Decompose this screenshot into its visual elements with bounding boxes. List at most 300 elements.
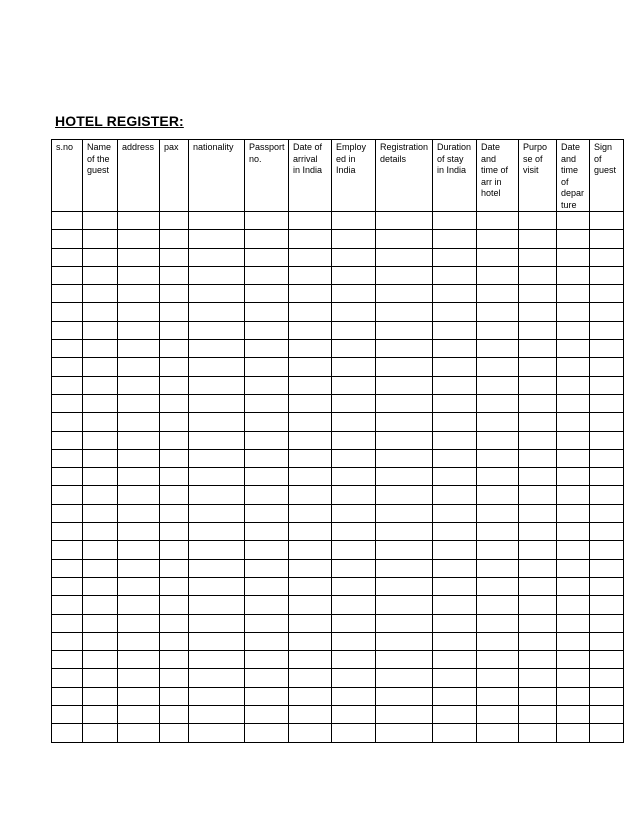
table-cell[interactable] bbox=[433, 358, 477, 376]
table-cell[interactable] bbox=[83, 248, 118, 266]
table-cell[interactable] bbox=[332, 230, 376, 248]
table-cell[interactable] bbox=[376, 614, 433, 632]
table-cell[interactable] bbox=[590, 669, 624, 687]
table-cell[interactable] bbox=[245, 651, 289, 669]
table-cell[interactable] bbox=[83, 724, 118, 742]
table-cell[interactable] bbox=[519, 468, 557, 486]
table-cell[interactable] bbox=[83, 669, 118, 687]
table-cell[interactable] bbox=[433, 687, 477, 705]
table-cell[interactable] bbox=[477, 394, 519, 412]
table-cell[interactable] bbox=[118, 486, 160, 504]
table-cell[interactable] bbox=[52, 431, 83, 449]
table-cell[interactable] bbox=[83, 212, 118, 230]
table-cell[interactable] bbox=[519, 394, 557, 412]
table-cell[interactable] bbox=[477, 596, 519, 614]
table-cell[interactable] bbox=[118, 376, 160, 394]
table-cell[interactable] bbox=[376, 413, 433, 431]
table-cell[interactable] bbox=[245, 724, 289, 742]
table-cell[interactable] bbox=[289, 559, 332, 577]
table-cell[interactable] bbox=[477, 541, 519, 559]
table-cell[interactable] bbox=[83, 376, 118, 394]
table-cell[interactable] bbox=[590, 394, 624, 412]
table-cell[interactable] bbox=[433, 541, 477, 559]
table-cell[interactable] bbox=[83, 614, 118, 632]
table-cell[interactable] bbox=[376, 468, 433, 486]
table-cell[interactable] bbox=[332, 394, 376, 412]
table-cell[interactable] bbox=[590, 504, 624, 522]
table-cell[interactable] bbox=[118, 632, 160, 650]
table-cell[interactable] bbox=[160, 577, 189, 595]
table-cell[interactable] bbox=[477, 376, 519, 394]
table-cell[interactable] bbox=[118, 523, 160, 541]
table-cell[interactable] bbox=[160, 523, 189, 541]
table-cell[interactable] bbox=[189, 486, 245, 504]
table-cell[interactable] bbox=[519, 230, 557, 248]
table-cell[interactable] bbox=[160, 706, 189, 724]
table-cell[interactable] bbox=[189, 523, 245, 541]
table-cell[interactable] bbox=[376, 266, 433, 284]
table-cell[interactable] bbox=[160, 559, 189, 577]
table-cell[interactable] bbox=[245, 687, 289, 705]
table-cell[interactable] bbox=[118, 596, 160, 614]
table-cell[interactable] bbox=[245, 285, 289, 303]
table-cell[interactable] bbox=[433, 413, 477, 431]
table-cell[interactable] bbox=[590, 577, 624, 595]
table-cell[interactable] bbox=[245, 504, 289, 522]
table-cell[interactable] bbox=[52, 486, 83, 504]
table-cell[interactable] bbox=[433, 230, 477, 248]
table-cell[interactable] bbox=[433, 266, 477, 284]
table-cell[interactable] bbox=[590, 651, 624, 669]
table-cell[interactable] bbox=[189, 285, 245, 303]
table-cell[interactable] bbox=[477, 504, 519, 522]
table-cell[interactable] bbox=[160, 504, 189, 522]
table-cell[interactable] bbox=[433, 504, 477, 522]
table-cell[interactable] bbox=[477, 706, 519, 724]
table-cell[interactable] bbox=[519, 358, 557, 376]
table-cell[interactable] bbox=[477, 266, 519, 284]
table-cell[interactable] bbox=[332, 376, 376, 394]
table-cell[interactable] bbox=[118, 358, 160, 376]
table-cell[interactable] bbox=[189, 687, 245, 705]
table-cell[interactable] bbox=[332, 724, 376, 742]
table-cell[interactable] bbox=[557, 706, 590, 724]
table-cell[interactable] bbox=[332, 449, 376, 467]
table-cell[interactable] bbox=[433, 376, 477, 394]
table-cell[interactable] bbox=[289, 449, 332, 467]
table-cell[interactable] bbox=[557, 413, 590, 431]
table-cell[interactable] bbox=[557, 687, 590, 705]
table-cell[interactable] bbox=[332, 413, 376, 431]
table-cell[interactable] bbox=[289, 340, 332, 358]
table-cell[interactable] bbox=[557, 358, 590, 376]
table-cell[interactable] bbox=[519, 376, 557, 394]
table-cell[interactable] bbox=[118, 724, 160, 742]
table-cell[interactable] bbox=[118, 285, 160, 303]
table-cell[interactable] bbox=[376, 230, 433, 248]
table-cell[interactable] bbox=[519, 321, 557, 339]
table-cell[interactable] bbox=[376, 523, 433, 541]
table-cell[interactable] bbox=[83, 706, 118, 724]
table-cell[interactable] bbox=[245, 413, 289, 431]
table-cell[interactable] bbox=[519, 632, 557, 650]
table-cell[interactable] bbox=[376, 706, 433, 724]
table-cell[interactable] bbox=[376, 541, 433, 559]
table-cell[interactable] bbox=[160, 724, 189, 742]
table-cell[interactable] bbox=[118, 651, 160, 669]
table-cell[interactable] bbox=[477, 559, 519, 577]
table-cell[interactable] bbox=[52, 706, 83, 724]
table-cell[interactable] bbox=[433, 449, 477, 467]
table-cell[interactable] bbox=[376, 431, 433, 449]
table-cell[interactable] bbox=[376, 449, 433, 467]
table-cell[interactable] bbox=[160, 212, 189, 230]
table-cell[interactable] bbox=[118, 577, 160, 595]
table-cell[interactable] bbox=[83, 468, 118, 486]
table-cell[interactable] bbox=[433, 706, 477, 724]
table-cell[interactable] bbox=[519, 669, 557, 687]
table-cell[interactable] bbox=[52, 596, 83, 614]
table-cell[interactable] bbox=[118, 504, 160, 522]
table-cell[interactable] bbox=[118, 541, 160, 559]
table-cell[interactable] bbox=[118, 266, 160, 284]
table-cell[interactable] bbox=[83, 523, 118, 541]
table-cell[interactable] bbox=[433, 559, 477, 577]
table-cell[interactable] bbox=[332, 212, 376, 230]
table-cell[interactable] bbox=[289, 596, 332, 614]
table-cell[interactable] bbox=[160, 468, 189, 486]
table-cell[interactable] bbox=[160, 687, 189, 705]
table-cell[interactable] bbox=[83, 431, 118, 449]
table-cell[interactable] bbox=[433, 431, 477, 449]
table-cell[interactable] bbox=[519, 523, 557, 541]
table-cell[interactable] bbox=[160, 376, 189, 394]
table-cell[interactable] bbox=[590, 541, 624, 559]
table-cell[interactable] bbox=[189, 376, 245, 394]
table-cell[interactable] bbox=[376, 340, 433, 358]
table-cell[interactable] bbox=[557, 394, 590, 412]
table-cell[interactable] bbox=[433, 614, 477, 632]
table-cell[interactable] bbox=[160, 248, 189, 266]
table-cell[interactable] bbox=[433, 486, 477, 504]
table-cell[interactable] bbox=[189, 303, 245, 321]
table-cell[interactable] bbox=[332, 614, 376, 632]
table-cell[interactable] bbox=[52, 651, 83, 669]
table-cell[interactable] bbox=[376, 651, 433, 669]
table-cell[interactable] bbox=[376, 504, 433, 522]
table-cell[interactable] bbox=[160, 449, 189, 467]
table-cell[interactable] bbox=[376, 394, 433, 412]
table-cell[interactable] bbox=[289, 577, 332, 595]
table-cell[interactable] bbox=[289, 486, 332, 504]
table-cell[interactable] bbox=[52, 559, 83, 577]
table-cell[interactable] bbox=[245, 541, 289, 559]
table-cell[interactable] bbox=[289, 230, 332, 248]
table-cell[interactable] bbox=[376, 212, 433, 230]
table-cell[interactable] bbox=[245, 340, 289, 358]
table-cell[interactable] bbox=[160, 632, 189, 650]
table-cell[interactable] bbox=[52, 248, 83, 266]
table-cell[interactable] bbox=[557, 596, 590, 614]
table-cell[interactable] bbox=[52, 394, 83, 412]
table-cell[interactable] bbox=[590, 340, 624, 358]
table-cell[interactable] bbox=[557, 431, 590, 449]
table-cell[interactable] bbox=[83, 413, 118, 431]
table-cell[interactable] bbox=[289, 413, 332, 431]
table-cell[interactable] bbox=[83, 486, 118, 504]
table-cell[interactable] bbox=[332, 541, 376, 559]
table-cell[interactable] bbox=[557, 340, 590, 358]
table-cell[interactable] bbox=[557, 230, 590, 248]
table-cell[interactable] bbox=[118, 303, 160, 321]
table-cell[interactable] bbox=[289, 376, 332, 394]
table-cell[interactable] bbox=[557, 376, 590, 394]
table-cell[interactable] bbox=[477, 212, 519, 230]
table-cell[interactable] bbox=[332, 632, 376, 650]
table-cell[interactable] bbox=[52, 413, 83, 431]
table-cell[interactable] bbox=[557, 468, 590, 486]
table-cell[interactable] bbox=[160, 614, 189, 632]
table-cell[interactable] bbox=[519, 577, 557, 595]
table-cell[interactable] bbox=[83, 632, 118, 650]
table-cell[interactable] bbox=[189, 706, 245, 724]
table-cell[interactable] bbox=[83, 504, 118, 522]
table-cell[interactable] bbox=[332, 266, 376, 284]
table-cell[interactable] bbox=[477, 340, 519, 358]
table-cell[interactable] bbox=[519, 614, 557, 632]
table-cell[interactable] bbox=[519, 413, 557, 431]
table-cell[interactable] bbox=[52, 687, 83, 705]
table-cell[interactable] bbox=[477, 614, 519, 632]
table-cell[interactable] bbox=[332, 285, 376, 303]
table-cell[interactable] bbox=[332, 706, 376, 724]
table-cell[interactable] bbox=[118, 212, 160, 230]
table-cell[interactable] bbox=[519, 285, 557, 303]
table-cell[interactable] bbox=[590, 632, 624, 650]
table-cell[interactable] bbox=[477, 651, 519, 669]
table-cell[interactable] bbox=[160, 669, 189, 687]
table-cell[interactable] bbox=[433, 285, 477, 303]
table-cell[interactable] bbox=[477, 303, 519, 321]
table-cell[interactable] bbox=[160, 413, 189, 431]
table-cell[interactable] bbox=[590, 724, 624, 742]
table-cell[interactable] bbox=[590, 413, 624, 431]
table-cell[interactable] bbox=[52, 541, 83, 559]
table-cell[interactable] bbox=[245, 376, 289, 394]
table-cell[interactable] bbox=[245, 486, 289, 504]
table-cell[interactable] bbox=[557, 724, 590, 742]
table-cell[interactable] bbox=[245, 394, 289, 412]
table-cell[interactable] bbox=[160, 230, 189, 248]
table-cell[interactable] bbox=[160, 358, 189, 376]
table-cell[interactable] bbox=[289, 266, 332, 284]
table-cell[interactable] bbox=[189, 651, 245, 669]
table-cell[interactable] bbox=[519, 340, 557, 358]
table-cell[interactable] bbox=[245, 669, 289, 687]
table-cell[interactable] bbox=[52, 577, 83, 595]
table-cell[interactable] bbox=[189, 431, 245, 449]
table-cell[interactable] bbox=[189, 413, 245, 431]
table-cell[interactable] bbox=[118, 413, 160, 431]
table-cell[interactable] bbox=[590, 523, 624, 541]
table-cell[interactable] bbox=[189, 596, 245, 614]
table-cell[interactable] bbox=[477, 358, 519, 376]
table-cell[interactable] bbox=[289, 321, 332, 339]
table-cell[interactable] bbox=[189, 340, 245, 358]
table-cell[interactable] bbox=[189, 358, 245, 376]
table-cell[interactable] bbox=[160, 285, 189, 303]
table-cell[interactable] bbox=[433, 394, 477, 412]
table-cell[interactable] bbox=[83, 394, 118, 412]
table-cell[interactable] bbox=[332, 523, 376, 541]
table-cell[interactable] bbox=[519, 559, 557, 577]
table-cell[interactable] bbox=[289, 614, 332, 632]
table-cell[interactable] bbox=[245, 449, 289, 467]
table-cell[interactable] bbox=[557, 504, 590, 522]
table-cell[interactable] bbox=[477, 724, 519, 742]
table-cell[interactable] bbox=[332, 504, 376, 522]
table-cell[interactable] bbox=[557, 559, 590, 577]
table-cell[interactable] bbox=[289, 285, 332, 303]
table-cell[interactable] bbox=[289, 303, 332, 321]
table-cell[interactable] bbox=[52, 376, 83, 394]
table-cell[interactable] bbox=[83, 321, 118, 339]
table-cell[interactable] bbox=[83, 230, 118, 248]
table-cell[interactable] bbox=[189, 504, 245, 522]
table-cell[interactable] bbox=[433, 596, 477, 614]
table-cell[interactable] bbox=[519, 706, 557, 724]
table-cell[interactable] bbox=[590, 321, 624, 339]
table-cell[interactable] bbox=[433, 724, 477, 742]
table-cell[interactable] bbox=[376, 248, 433, 266]
table-cell[interactable] bbox=[477, 486, 519, 504]
table-cell[interactable] bbox=[477, 577, 519, 595]
table-cell[interactable] bbox=[376, 632, 433, 650]
table-cell[interactable] bbox=[52, 632, 83, 650]
table-cell[interactable] bbox=[590, 687, 624, 705]
table-cell[interactable] bbox=[118, 669, 160, 687]
table-cell[interactable] bbox=[245, 577, 289, 595]
table-cell[interactable] bbox=[557, 669, 590, 687]
table-cell[interactable] bbox=[519, 248, 557, 266]
table-cell[interactable] bbox=[376, 724, 433, 742]
table-cell[interactable] bbox=[52, 340, 83, 358]
table-cell[interactable] bbox=[52, 358, 83, 376]
table-cell[interactable] bbox=[245, 212, 289, 230]
table-cell[interactable] bbox=[160, 266, 189, 284]
table-cell[interactable] bbox=[289, 651, 332, 669]
table-cell[interactable] bbox=[590, 248, 624, 266]
table-cell[interactable] bbox=[332, 431, 376, 449]
table-cell[interactable] bbox=[289, 669, 332, 687]
table-cell[interactable] bbox=[590, 449, 624, 467]
table-cell[interactable] bbox=[332, 577, 376, 595]
table-cell[interactable] bbox=[245, 596, 289, 614]
table-cell[interactable] bbox=[289, 468, 332, 486]
table-cell[interactable] bbox=[519, 303, 557, 321]
table-cell[interactable] bbox=[557, 321, 590, 339]
table-cell[interactable] bbox=[160, 394, 189, 412]
table-cell[interactable] bbox=[118, 321, 160, 339]
table-cell[interactable] bbox=[519, 541, 557, 559]
table-cell[interactable] bbox=[376, 358, 433, 376]
table-cell[interactable] bbox=[289, 394, 332, 412]
table-cell[interactable] bbox=[118, 614, 160, 632]
table-cell[interactable] bbox=[189, 669, 245, 687]
table-cell[interactable] bbox=[477, 321, 519, 339]
table-cell[interactable] bbox=[519, 449, 557, 467]
table-cell[interactable] bbox=[52, 724, 83, 742]
table-cell[interactable] bbox=[245, 632, 289, 650]
table-cell[interactable] bbox=[477, 230, 519, 248]
table-cell[interactable] bbox=[332, 486, 376, 504]
table-cell[interactable] bbox=[118, 449, 160, 467]
table-cell[interactable] bbox=[590, 596, 624, 614]
table-cell[interactable] bbox=[557, 632, 590, 650]
table-cell[interactable] bbox=[160, 596, 189, 614]
table-cell[interactable] bbox=[245, 266, 289, 284]
table-cell[interactable] bbox=[376, 303, 433, 321]
table-cell[interactable] bbox=[118, 559, 160, 577]
table-cell[interactable] bbox=[52, 614, 83, 632]
table-cell[interactable] bbox=[52, 230, 83, 248]
table-cell[interactable] bbox=[590, 285, 624, 303]
table-cell[interactable] bbox=[433, 321, 477, 339]
table-cell[interactable] bbox=[52, 266, 83, 284]
table-cell[interactable] bbox=[289, 212, 332, 230]
table-cell[interactable] bbox=[160, 486, 189, 504]
table-cell[interactable] bbox=[245, 559, 289, 577]
table-cell[interactable] bbox=[332, 669, 376, 687]
table-cell[interactable] bbox=[557, 303, 590, 321]
table-cell[interactable] bbox=[52, 468, 83, 486]
table-cell[interactable] bbox=[52, 449, 83, 467]
table-cell[interactable] bbox=[590, 706, 624, 724]
table-cell[interactable] bbox=[289, 358, 332, 376]
table-cell[interactable] bbox=[160, 431, 189, 449]
table-cell[interactable] bbox=[189, 248, 245, 266]
table-cell[interactable] bbox=[557, 212, 590, 230]
table-cell[interactable] bbox=[189, 577, 245, 595]
table-cell[interactable] bbox=[189, 394, 245, 412]
table-cell[interactable] bbox=[189, 449, 245, 467]
table-cell[interactable] bbox=[433, 468, 477, 486]
table-cell[interactable] bbox=[118, 468, 160, 486]
table-cell[interactable] bbox=[477, 285, 519, 303]
table-cell[interactable] bbox=[189, 632, 245, 650]
table-cell[interactable] bbox=[590, 266, 624, 284]
table-cell[interactable] bbox=[433, 651, 477, 669]
table-cell[interactable] bbox=[52, 285, 83, 303]
table-cell[interactable] bbox=[557, 449, 590, 467]
table-cell[interactable] bbox=[52, 523, 83, 541]
table-cell[interactable] bbox=[557, 486, 590, 504]
table-cell[interactable] bbox=[519, 431, 557, 449]
table-cell[interactable] bbox=[590, 486, 624, 504]
table-cell[interactable] bbox=[433, 669, 477, 687]
table-cell[interactable] bbox=[477, 687, 519, 705]
table-cell[interactable] bbox=[519, 486, 557, 504]
table-cell[interactable] bbox=[189, 559, 245, 577]
table-cell[interactable] bbox=[332, 303, 376, 321]
table-cell[interactable] bbox=[332, 340, 376, 358]
table-cell[interactable] bbox=[376, 559, 433, 577]
table-cell[interactable] bbox=[245, 614, 289, 632]
table-cell[interactable] bbox=[160, 303, 189, 321]
table-cell[interactable] bbox=[289, 724, 332, 742]
table-cell[interactable] bbox=[289, 687, 332, 705]
table-cell[interactable] bbox=[83, 358, 118, 376]
